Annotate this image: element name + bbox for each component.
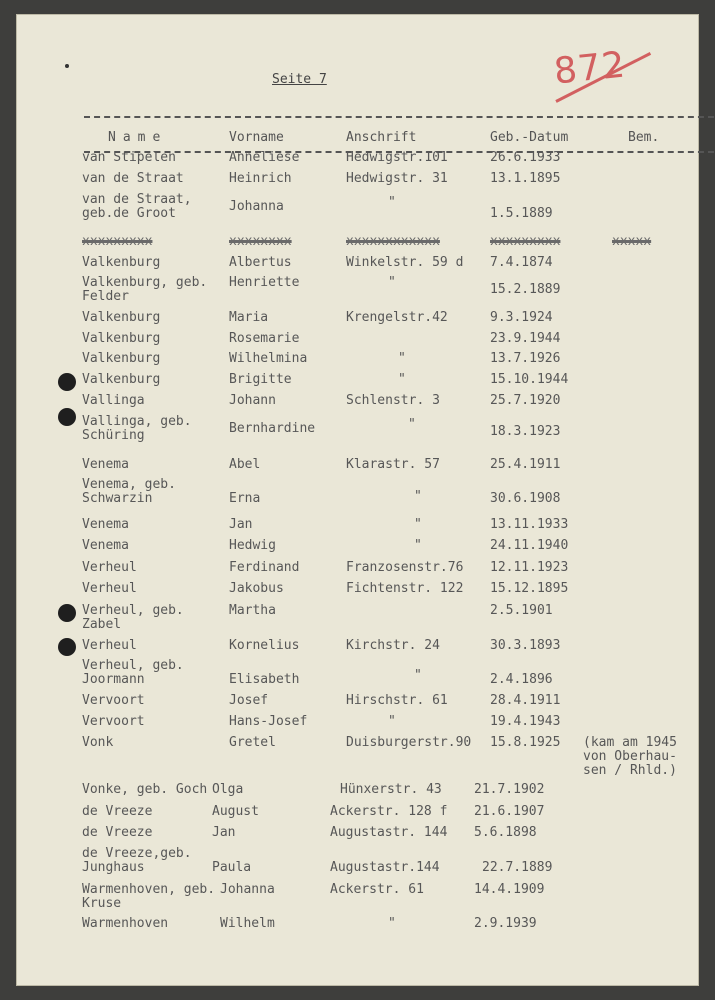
cell-anschrift: Ackerstr. 128 f xyxy=(330,804,448,819)
cell-name: Venema xyxy=(82,517,129,532)
cell-anschrift: " xyxy=(414,668,422,683)
cell-geb-datum: 22.7.1889 xyxy=(482,860,553,875)
header-anschrift: Anschrift xyxy=(346,130,417,145)
cell-name: de Vreeze xyxy=(82,804,153,819)
header-rule-top xyxy=(84,116,714,118)
folio-number: 872 xyxy=(552,44,628,93)
cell-geb-datum: 23.9.1944 xyxy=(490,331,561,346)
cell-vorname: Henriette xyxy=(229,275,300,290)
cell-name: de Vreeze,geb. Junghaus xyxy=(82,846,192,875)
cell-geb-datum: 28.4.1911 xyxy=(490,693,561,708)
cell-anschrift: Schlenstr. 3 xyxy=(346,393,440,408)
cell-name: Verheul xyxy=(82,560,137,575)
cell-geb-datum: 7.4.1874 xyxy=(490,255,553,270)
cell-geb-datum: 18.3.1923 xyxy=(490,424,561,439)
header-bem: Bem. xyxy=(628,130,660,145)
cell-vorname: Elisabeth xyxy=(229,672,300,687)
punch-hole xyxy=(58,638,76,656)
cell-anschrift: " xyxy=(408,417,416,432)
cell-anschrift: xxxxxxxxxxxx xyxy=(346,234,440,249)
cell-geb-datum: 2.4.1896 xyxy=(490,672,553,687)
cell-vorname: Brigitte xyxy=(229,372,292,387)
cell-geb-datum: 13.1.1895 xyxy=(490,171,561,186)
cell-anschrift: Winkelstr. 59 d xyxy=(346,255,464,270)
cell-name: Valkenburg xyxy=(82,310,161,325)
cell-geb-datum: 15.2.1889 xyxy=(490,282,561,297)
cell-geb-datum: 13.7.1926 xyxy=(490,351,561,366)
cell-vorname: Rosemarie xyxy=(229,331,300,346)
cell-vorname: Bernhardine xyxy=(229,421,316,436)
cell-anschrift: Duisburgerstr.90 xyxy=(346,735,472,750)
cell-name: Vallinga xyxy=(82,393,145,408)
cell-geb-datum: 2.9.1939 xyxy=(474,916,537,931)
cell-anschrift: Franzosenstr.76 xyxy=(346,560,464,575)
cell-geb-datum: 25.7.1920 xyxy=(490,393,561,408)
cell-name: Vonke, geb. Goch xyxy=(82,782,208,797)
cell-vorname: Heinrich xyxy=(229,171,292,186)
cell-name: de Vreeze xyxy=(82,825,153,840)
cell-anschrift: Augustastr. 144 xyxy=(330,825,448,840)
cell-vorname: Johann xyxy=(229,393,276,408)
ink-dot xyxy=(65,64,69,68)
punch-hole xyxy=(58,604,76,622)
cell-anschrift: Kirchstr. 24 xyxy=(346,638,440,653)
cell-geb-datum: 15.12.1895 xyxy=(490,581,569,596)
cell-geb-datum: 12.11.1923 xyxy=(490,560,569,575)
cell-name: Vervoort xyxy=(82,693,145,708)
cell-vorname: Albertus xyxy=(229,255,292,270)
cell-vorname: Hedwig xyxy=(229,538,276,553)
cell-geb-datum: 1.5.1889 xyxy=(490,206,553,221)
cell-vorname: Anneliese xyxy=(229,150,300,165)
cell-name: Valkenburg xyxy=(82,351,161,366)
cell-name: Valkenburg xyxy=(82,331,161,346)
cell-name: Vonk xyxy=(82,735,114,750)
cell-vorname: Ferdinand xyxy=(229,560,300,575)
cell-name: Valkenburg xyxy=(82,255,161,270)
cell-geb-datum: 19.4.1943 xyxy=(490,714,561,729)
punch-hole xyxy=(58,408,76,426)
cell-name: van de Straat xyxy=(82,171,184,186)
cell-geb-datum: 24.11.1940 xyxy=(490,538,569,553)
cell-geb-datum: 14.4.1909 xyxy=(474,882,545,897)
cell-name: Venema xyxy=(82,538,129,553)
cell-name: Valkenburg, geb. Felder xyxy=(82,275,208,304)
cell-name: Verheul, geb. Zabel xyxy=(82,603,184,632)
cell-geb-datum: 30.3.1893 xyxy=(490,638,561,653)
cell-anschrift: Hedwigstr.101 xyxy=(346,150,448,165)
cell-vorname: August xyxy=(212,804,259,819)
cell-name: van Stipelen xyxy=(82,150,176,165)
cell-vorname: Kornelius xyxy=(229,638,300,653)
cell-vorname: Wilhelmina xyxy=(229,351,308,366)
cell-name: xxxxxxxxx xyxy=(82,234,153,249)
cell-vorname: Maria xyxy=(229,310,269,325)
cell-geb-datum: 9.3.1924 xyxy=(490,310,553,325)
cell-anschrift: " xyxy=(398,351,406,366)
cell-name: Warmenhoven, geb. Kruse xyxy=(82,882,216,911)
cell-anschrift: Krengelstr.42 xyxy=(346,310,448,325)
punch-hole xyxy=(58,373,76,391)
cell-anschrift: Fichtenstr. 122 xyxy=(346,581,464,596)
cell-vorname: Erna xyxy=(229,491,261,506)
header-name: Name xyxy=(108,130,168,145)
header-geb-datum: Geb.-Datum xyxy=(490,130,569,145)
cell-name: Verheul xyxy=(82,638,137,653)
cell-anschrift: " xyxy=(414,489,422,504)
cell-anschrift: " xyxy=(388,916,396,931)
cell-name: Valkenburg xyxy=(82,372,161,387)
cell-vorname: xxxxxxxx xyxy=(229,234,292,249)
cell-geb-datum: 21.6.1907 xyxy=(474,804,545,819)
cell-name: Vallinga, geb. Schüring xyxy=(82,414,192,443)
cell-anschrift: " xyxy=(388,195,396,210)
cell-vorname: Johanna xyxy=(220,882,275,897)
cell-bem: (kam am 1945 von Oberhau- sen / Rhld.) xyxy=(583,735,677,778)
cell-geb-datum: 15.8.1925 xyxy=(490,735,561,750)
cell-bem: xxxxx xyxy=(612,234,652,249)
cell-geb-datum: 13.11.1933 xyxy=(490,517,569,532)
cell-anschrift: " xyxy=(414,538,422,553)
cell-name: Warmenhoven xyxy=(82,916,169,931)
cell-name: Vervoort xyxy=(82,714,145,729)
cell-vorname: Abel xyxy=(229,457,261,472)
cell-vorname: Jakobus xyxy=(229,581,284,596)
cell-geb-datum: 26.6.1933 xyxy=(490,150,561,165)
cell-vorname: Josef xyxy=(229,693,269,708)
cell-name: Venema, geb. Schwarzin xyxy=(82,477,176,506)
cell-anschrift: Ackerstr. 61 xyxy=(330,882,424,897)
cell-anschrift: Hirschstr. 61 xyxy=(346,693,448,708)
cell-geb-datum: 25.4.1911 xyxy=(490,457,561,472)
cell-anschrift: " xyxy=(398,372,406,387)
header-vorname: Vorname xyxy=(229,130,284,145)
cell-name: van de Straat, geb.de Groot xyxy=(82,192,192,221)
cell-geb-datum: 15.10.1944 xyxy=(490,372,569,387)
cell-vorname: Olga xyxy=(212,782,244,797)
cell-geb-datum: 30.6.1908 xyxy=(490,491,561,506)
cell-vorname: Hans-Josef xyxy=(229,714,308,729)
cell-geb-datum: 5.6.1898 xyxy=(474,825,537,840)
cell-geb-datum: 21.7.1902 xyxy=(474,782,545,797)
cell-anschrift: Klarastr. 57 xyxy=(346,457,440,472)
cell-geb-datum: xxxxxxxxx xyxy=(490,234,561,249)
cell-vorname: Wilhelm xyxy=(220,916,275,931)
cell-vorname: Jan xyxy=(212,825,236,840)
cell-vorname: Martha xyxy=(229,603,276,618)
cell-anschrift: Hünxerstr. 43 xyxy=(340,782,442,797)
cell-anschrift: Augustastr.144 xyxy=(330,860,440,875)
cell-vorname: Jan xyxy=(229,517,253,532)
cell-vorname: Gretel xyxy=(229,735,276,750)
cell-name: Venema xyxy=(82,457,129,472)
cell-geb-datum: 2.5.1901 xyxy=(490,603,553,618)
document-page xyxy=(16,14,699,986)
page-label: Seite 7 xyxy=(272,72,327,87)
cell-anschrift: " xyxy=(414,517,422,532)
cell-vorname: Paula xyxy=(212,860,252,875)
cell-name: Verheul xyxy=(82,581,137,596)
cell-vorname: Johanna xyxy=(229,199,284,214)
cell-anschrift: " xyxy=(388,275,396,290)
cell-anschrift: " xyxy=(388,714,396,729)
cell-anschrift: Hedwigstr. 31 xyxy=(346,171,448,186)
cell-name: Verheul, geb. Joormann xyxy=(82,658,184,687)
